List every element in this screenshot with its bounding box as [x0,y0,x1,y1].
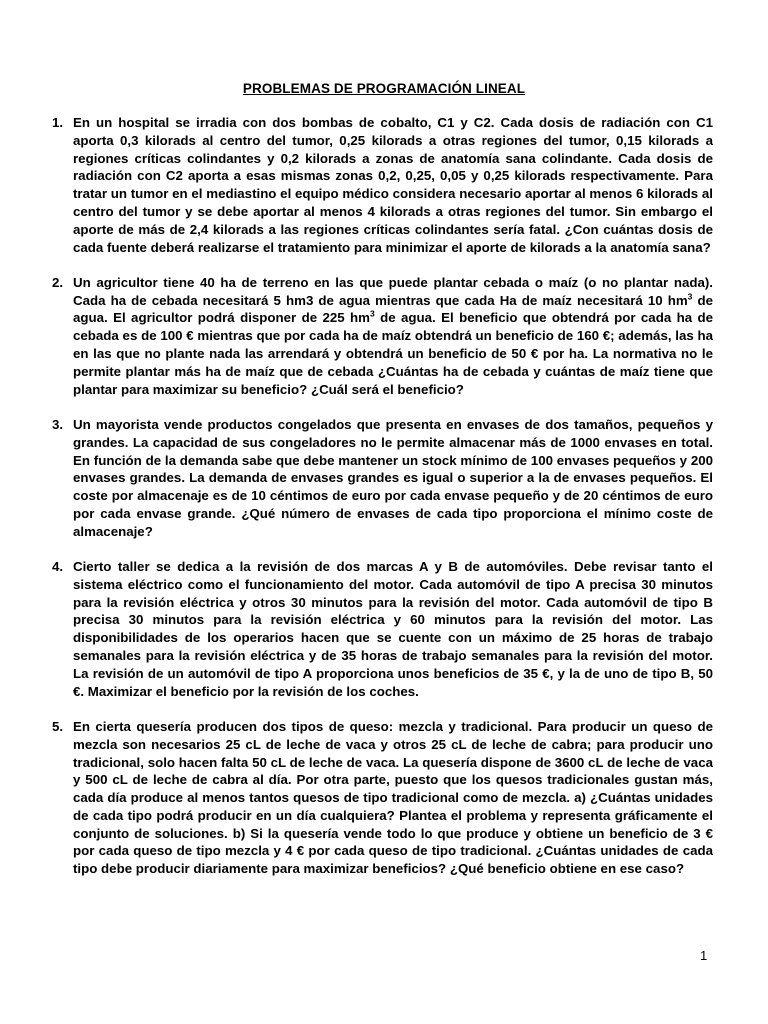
problem-text: Cierto taller se dedica a la revisión de dos marcas A y B de automóviles. Debe revisar tanto el sistema eléctrico como el funcionamiento del motor. Cada automóvil de tipo A precisa 30 minutos para la revisión eléctrica y otros 30 minutos para la revisión del motor. Cada automóvil de tipo B precisa 30 minutos para la revisión eléctrica y 60 minutos para la revisión del motor. Las disponibilidades de los operarios hacen que se cuente con un máximo de 25 horas de trabajo semanales para la revisión eléctrica y de 35 horas de trabajo semanales para la revisión del motor. La revisión de un automóvil de tipo A proporciona unos beneficios de 35 €, y la de uno de tipo B, 50 €. Maximizar el beneficio por la revisión de los coches. [73,559,713,699]
problem-number: 4. [52,559,64,575]
problem-5 [52,718,713,878]
problem-text: En un hospital se irradia con dos bombas de cobalto, C1 y C2. Cada dosis de radiación con C1 aporta 0,3 kilorads al centro del tumor, 0,25 kilorads a otras regiones del tumor, 0,15 kilorads a regiones críticas colindantes y 0,2 kilorads a zonas de anatomía sana colindante. Cada dosis de radiación con C2 aporta a esas mismas zonas 0,2, 0,25, 0,05 y 0,25 kilorads respectivamente. Para tratar un tumor en el mediastino el equipo médico considera necesario aportar al menos 6 kilorads al centro del tumor y se debe aportar al menos 4 kilorads a otras regiones del tumor. Sin embargo el aporte de más de 2,4 kilorads a las regiones críticas colindantes sería fatal. ¿Con cuántas dosis de cada fuente deberá realizarse el tratamiento para minimizar el aporte de kilorads a la anatomía sana? [73,115,713,255]
problem-number: 1. [52,115,64,130]
problem-list [52,114,713,896]
problem-3 [52,416,713,541]
superscript-exponent: 3 [370,309,375,320]
problem-1 [52,114,713,256]
problem-text-part-a: Un agricultor tiene 40 ha de terreno en las que puede plantar cebada o maíz (o no plantar nada). Cada ha de cebada necesitará 5 hm3 de agua mientras que cada Ha de maíz necesitará 10 hm [73,274,713,308]
problem-number: 5. [52,718,64,734]
problem-text: En cierta quesería producen dos tipos de queso: mezcla y tradicional. Para producir un queso de mezcla son necesarios 25 cL de leche de vaca y otros 25 cL de leche de cabra; para producir uno tradicional, solo hacen falta 50 cL de leche de vaca. La quesería dispone de 3600 cL de leche de vaca y 500 cL de leche de cabra al día. Por otra parte, puesto que los quesos tradicionales gustan más, cada día produce al menos tantos quesos de tipo tradicional como de mezcla. a) ¿Cuántas unidades de cada tipo podrá producir en un día cualquiera? Plantea el problema y representa gráficamente el conjunto de soluciones. b) Si la quesería vende todo lo que produce y obtiene un beneficio de 3 € por cada queso de tipo mezcla y 4 € por cada queso de tipo tradicional. ¿Cuántas unidades de cada tipo debe producir diariamente para maximizar beneficios? ¿Qué beneficio obtiene en ese caso? [73,718,713,877]
problem-text-part-b: de agua. El agricultor podrá disponer de 225 hm [73,292,713,326]
problem-2 [52,274,713,399]
problem-number: 3. [52,416,64,432]
document-title: PROBLEMAS DE PROGRAMACIÓN LINEAL [242,81,526,96]
problem-text-part-c: de agua. El beneficio que obtendrá por cada ha de cebada es de 100 € mientras que por cada ha de maíz obtendrá un beneficio de 160 €; además, las ha en las que no plante nada las arrendará y obtendrá un beneficio de 50 € por ha. La normativa no le permite plantar más ha de maíz que de cebada ¿Cuántas ha de cebada y cuántas de maíz tiene que plantar para maximizar su beneficio? ¿Cuál será el beneficio? [73,310,714,397]
superscript-exponent: 3 [687,291,693,302]
problem-number: 2. [52,274,64,290]
problem-4 [52,558,713,700]
problem-text: Un mayorista vende productos congelados que presenta en envases de dos tamaños, pequeños y grandes. La capacidad de sus congeladores no le permite almacenar más de 1000 envases en total. En función de la demanda sabe que debe mantener un stock mínimo de 100 envases pequeños y 200 envases grandes. La demanda de envases grandes es igual o superior a la de envases pequeños. El coste por almacenaje es de 10 céntimos de euro por cada envase pequeño y de 20 céntimos de euro por cada envase grande. ¿Qué número de envases de cada tipo proporciona el mínimo coste de almacenaje? [73,416,713,539]
page-number: 1 [700,948,708,963]
